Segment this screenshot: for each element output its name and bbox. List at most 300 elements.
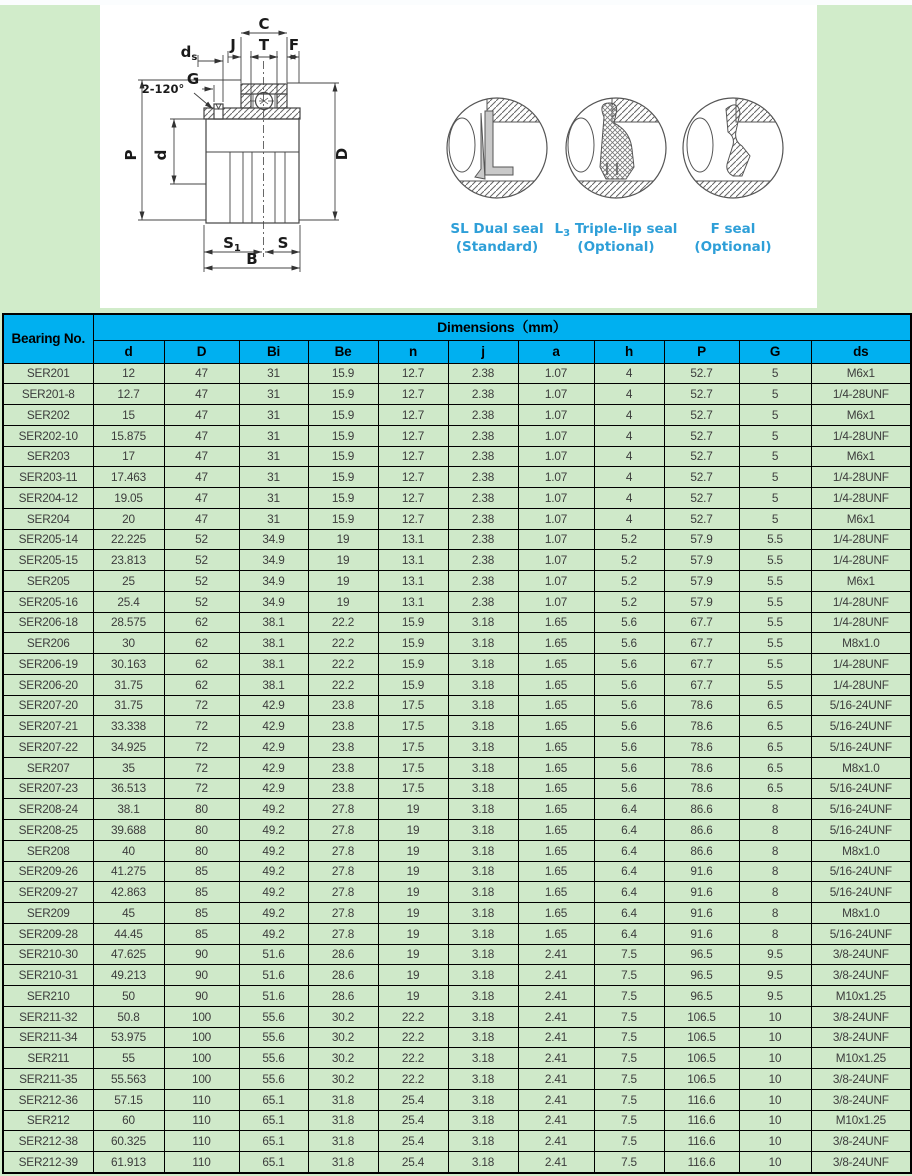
dimension-cell: 2.38 — [448, 550, 518, 571]
table-row — [3, 612, 911, 633]
dimension-cell: 34.925 — [93, 737, 164, 758]
inner-ring-left — [241, 94, 251, 108]
dimension-cell: 5.5 — [739, 633, 811, 654]
dimension-cell: 3/8-24UNF — [811, 1089, 911, 1110]
bearing-no-cell: SER212-39 — [3, 1152, 93, 1174]
dimension-cell: 17 — [93, 446, 164, 467]
dimension-cell: 19 — [378, 799, 448, 820]
dimension-cell: 44.45 — [93, 923, 164, 944]
dimension-cell: 1.07 — [518, 529, 594, 550]
bearing-no-cell: SER204 — [3, 508, 93, 529]
dimension-cell: 38.1 — [239, 612, 308, 633]
bearing-no-cell: SER206-19 — [3, 654, 93, 675]
bearing-no-cell: SER211 — [3, 1048, 93, 1069]
dimension-cell: 31 — [239, 425, 308, 446]
seal-detail-f — [678, 96, 794, 203]
dimension-cell: 7.5 — [594, 965, 664, 986]
table-row — [3, 654, 911, 675]
dimension-cell: 30.163 — [93, 654, 164, 675]
bearing-no-cell: SER201-8 — [3, 384, 93, 405]
dimension-cell: 17.5 — [378, 716, 448, 737]
dimension-cell: 5.5 — [739, 571, 811, 592]
dimension-cell: 15.9 — [308, 446, 378, 467]
dimension-cell: 5 — [739, 488, 811, 509]
dimension-cell: 19 — [308, 571, 378, 592]
dimension-cell: 22.2 — [308, 674, 378, 695]
dimension-cell: 3.18 — [448, 654, 518, 675]
dimension-cell: 2.41 — [518, 1089, 594, 1110]
dimension-cell: 100 — [164, 1048, 239, 1069]
dimension-cell: 8 — [739, 923, 811, 944]
dimension-cell: 49.2 — [239, 799, 308, 820]
dimension-cell: 47 — [164, 363, 239, 384]
dimension-cell: 5.5 — [739, 674, 811, 695]
table-row — [3, 944, 911, 965]
dimension-cell: 116.6 — [664, 1152, 739, 1174]
dimension-cell: 1/4-28UNF — [811, 488, 911, 509]
dimension-cell: 5.6 — [594, 757, 664, 778]
dimension-cell: 31 — [239, 446, 308, 467]
dimension-cell: 110 — [164, 1110, 239, 1131]
dimension-cell: 110 — [164, 1089, 239, 1110]
seal-detail-l3 — [561, 96, 673, 203]
table-row — [3, 1089, 911, 1110]
dimension-cell: 42.9 — [239, 695, 308, 716]
dimension-cell: 65.1 — [239, 1110, 308, 1131]
dimension-cell: M6x1 — [811, 363, 911, 384]
dimension-cell: 5 — [739, 446, 811, 467]
dimension-cell: 72 — [164, 695, 239, 716]
dimension-cell: 23.8 — [308, 695, 378, 716]
dimension-cell: 28.6 — [308, 965, 378, 986]
seal-caption-sl-line2: (Standard) — [455, 239, 539, 255]
dimension-cell: 6.4 — [594, 903, 664, 924]
dimension-cell: 1.07 — [518, 508, 594, 529]
dimension-cell: 2.41 — [518, 1131, 594, 1152]
dimension-cell: 22.2 — [308, 633, 378, 654]
dimension-cell: 12 — [93, 363, 164, 384]
dimension-cell: 5.5 — [739, 529, 811, 550]
dimension-cell: 12.7 — [378, 488, 448, 509]
dimension-cell: 51.6 — [239, 986, 308, 1007]
dimension-cell: 15.9 — [378, 674, 448, 695]
dimension-cell: 9.5 — [739, 965, 811, 986]
dimension-cell: 3.18 — [448, 757, 518, 778]
bearing-no-cell: SER207-20 — [3, 695, 93, 716]
dimension-cell: 52.7 — [664, 363, 739, 384]
dimension-cell: 57.9 — [664, 529, 739, 550]
dimension-cell: 7.5 — [594, 1110, 664, 1131]
dimension-cell: 27.8 — [308, 820, 378, 841]
column-header: h — [594, 340, 664, 363]
dimension-cell: 35 — [93, 757, 164, 778]
dimension-cell: 49.2 — [239, 820, 308, 841]
dimension-cell: 19 — [378, 923, 448, 944]
dimension-cell: 5.2 — [594, 571, 664, 592]
dimension-cell: 100 — [164, 1006, 239, 1027]
label-b: B — [246, 250, 258, 268]
bearing-no-cell: SER211-35 — [3, 1069, 93, 1090]
dimension-cell: 1.65 — [518, 799, 594, 820]
dimensions-table — [2, 313, 912, 1174]
dimension-cell: 62 — [164, 674, 239, 695]
dimension-cell: 1.07 — [518, 425, 594, 446]
dimension-cell: 5 — [739, 467, 811, 488]
dimension-cell: 34.9 — [239, 550, 308, 571]
dimension-cell: 65.1 — [239, 1131, 308, 1152]
bearing-no-cell: SER212-38 — [3, 1131, 93, 1152]
dimension-cell: 25.4 — [378, 1152, 448, 1174]
dimension-cell: 12.7 — [378, 425, 448, 446]
dimension-cell: 4 — [594, 425, 664, 446]
dimension-cell: 78.6 — [664, 716, 739, 737]
dimension-cell: 3.18 — [448, 737, 518, 758]
dimension-cell: 3.18 — [448, 1006, 518, 1027]
seal-caption-l3-line1: $L_3$ Triple-lip seal — [554, 221, 678, 239]
dimension-cell: 5/16-24UNF — [811, 861, 911, 882]
dimension-cell: 2.41 — [518, 1048, 594, 1069]
dimension-cell: 2.38 — [448, 425, 518, 446]
dimension-cell: 8 — [739, 882, 811, 903]
dimension-cell: 96.5 — [664, 986, 739, 1007]
dimension-cell: 8 — [739, 861, 811, 882]
dimension-cell: 6.5 — [739, 737, 811, 758]
dimension-cell: 2.38 — [448, 488, 518, 509]
column-header: Be — [308, 340, 378, 363]
dimension-cell: 22.2 — [308, 612, 378, 633]
dimension-cell: 80 — [164, 799, 239, 820]
dimension-cell: 85 — [164, 903, 239, 924]
dimension-cell: 1.65 — [518, 654, 594, 675]
dimension-cell: 5.5 — [739, 550, 811, 571]
dimension-cell: 30 — [93, 633, 164, 654]
dimension-cell: 1.65 — [518, 695, 594, 716]
dimension-cell: 55 — [93, 1048, 164, 1069]
dimension-cell: 23.8 — [308, 716, 378, 737]
dimension-cell: 3.18 — [448, 965, 518, 986]
dimension-cell: 13.1 — [378, 591, 448, 612]
dimension-cell: 13.1 — [378, 529, 448, 550]
dimension-cell: M10x1.25 — [811, 1110, 911, 1131]
label-p: P — [122, 149, 140, 161]
dimension-cell: 72 — [164, 716, 239, 737]
dimension-cell: 52.7 — [664, 488, 739, 509]
bearing-no-cell: SER205-16 — [3, 591, 93, 612]
column-header: j — [448, 340, 518, 363]
dimension-cell: 2.38 — [448, 571, 518, 592]
dimension-cell: 2.38 — [448, 405, 518, 426]
dimension-cell: M6x1 — [811, 571, 911, 592]
dimension-cell: 85 — [164, 923, 239, 944]
dimension-cell: 50 — [93, 986, 164, 1007]
dimension-cell: 4 — [594, 384, 664, 405]
bearing-no-cell: SER207 — [3, 757, 93, 778]
bearing-no-cell: SER206 — [3, 633, 93, 654]
dimension-cell: 52 — [164, 550, 239, 571]
table-row — [3, 674, 911, 695]
group-header-dimensions: Dimensions（mm） — [93, 314, 911, 340]
dimension-cell: 13.1 — [378, 571, 448, 592]
dimension-cell: 31 — [239, 467, 308, 488]
dimension-cell: 15.9 — [378, 612, 448, 633]
dimension-cell: 52 — [164, 571, 239, 592]
dimension-cell: 78.6 — [664, 778, 739, 799]
dimension-cell: 61.913 — [93, 1152, 164, 1174]
bearing-no-cell: SER207-22 — [3, 737, 93, 758]
corner-header-bearing-no: Bearing No. — [3, 314, 93, 363]
dimension-cell: 3.18 — [448, 1048, 518, 1069]
dimension-cell: 10 — [739, 1006, 811, 1027]
dimension-cell: 1.07 — [518, 488, 594, 509]
dimension-cell: 116.6 — [664, 1131, 739, 1152]
dimension-cell: 15 — [93, 405, 164, 426]
dimension-cell: 9.5 — [739, 944, 811, 965]
dimension-cell: 20 — [93, 508, 164, 529]
dimension-cell: 42.9 — [239, 757, 308, 778]
dimension-cell: 5/16-24UNF — [811, 716, 911, 737]
bearing-no-cell: SER202 — [3, 405, 93, 426]
dimension-cell: 1/4-28UNF — [811, 425, 911, 446]
dimension-cell: 19 — [378, 944, 448, 965]
dimension-cell: 2.41 — [518, 986, 594, 1007]
label-screw-angle: 2-120° — [141, 82, 185, 96]
dimension-cell: 57.9 — [664, 591, 739, 612]
inner-ring-right — [277, 94, 287, 108]
dimension-cell: 6.4 — [594, 840, 664, 861]
dimension-cell: 57.9 — [664, 571, 739, 592]
dimension-cell: 5/16-24UNF — [811, 737, 911, 758]
bearing-no-cell: SER206-18 — [3, 612, 93, 633]
dimension-cell: 57.9 — [664, 550, 739, 571]
dimension-cell: 7.5 — [594, 944, 664, 965]
dimension-cell: 15.9 — [308, 363, 378, 384]
dimension-cell: 25.4 — [378, 1131, 448, 1152]
dimension-cell: 5/16-24UNF — [811, 882, 911, 903]
dimension-cell: 80 — [164, 840, 239, 861]
dimension-cell: 5/16-24UNF — [811, 820, 911, 841]
dimension-cell: 47 — [164, 384, 239, 405]
dimension-cell: 3/8-24UNF — [811, 965, 911, 986]
bearing-no-cell: SER203 — [3, 446, 93, 467]
dimension-cell: 34.9 — [239, 591, 308, 612]
dimension-cell: 50.8 — [93, 1006, 164, 1027]
dimension-cell: 1/4-28UNF — [811, 384, 911, 405]
column-header: D — [164, 340, 239, 363]
dimension-cell: 91.6 — [664, 861, 739, 882]
bearing-no-cell: SER205-15 — [3, 550, 93, 571]
dimension-cell: 85 — [164, 882, 239, 903]
dimension-cell: 1.65 — [518, 716, 594, 737]
dimension-cell: 1.07 — [518, 363, 594, 384]
dimension-cell: 30.2 — [308, 1048, 378, 1069]
dimension-cell: 49.213 — [93, 965, 164, 986]
table-body — [3, 363, 911, 1173]
table-row — [3, 1069, 911, 1090]
dimension-cell: 19 — [378, 840, 448, 861]
dimension-cell: 5.6 — [594, 674, 664, 695]
dimension-cell: 3.18 — [448, 840, 518, 861]
table-row — [3, 1006, 911, 1027]
dimension-cell: 5.2 — [594, 591, 664, 612]
dimension-cell: M6x1 — [811, 446, 911, 467]
dimension-cell: 5.6 — [594, 778, 664, 799]
dimension-cell: 31 — [239, 508, 308, 529]
dimension-cell: 5 — [739, 363, 811, 384]
bearing-no-cell: SER209-26 — [3, 861, 93, 882]
dimension-cell: 10 — [739, 1152, 811, 1174]
dimension-cell: 3.18 — [448, 633, 518, 654]
dimension-cell: 12.7 — [378, 405, 448, 426]
dimension-cell: 47.625 — [93, 944, 164, 965]
label-f: F — [288, 36, 300, 54]
table-row — [3, 550, 911, 571]
dimension-cell: 17.5 — [378, 778, 448, 799]
dimension-cell: 3/8-24UNF — [811, 1006, 911, 1027]
dimension-cell: 22.2 — [378, 1006, 448, 1027]
dimension-cell: 10 — [739, 1027, 811, 1048]
dimension-cell: 3.18 — [448, 861, 518, 882]
dimension-cell: 30.2 — [308, 1027, 378, 1048]
dimension-cell: 8 — [739, 903, 811, 924]
dimension-cell: 49.2 — [239, 923, 308, 944]
dimension-cell: 2.41 — [518, 1006, 594, 1027]
bearing-no-cell: SER207-21 — [3, 716, 93, 737]
dimension-cell: 23.813 — [93, 550, 164, 571]
dimension-cell: 3.18 — [448, 716, 518, 737]
dimension-cell: 49.2 — [239, 903, 308, 924]
dimension-cell: 53.975 — [93, 1027, 164, 1048]
dimension-cell: 22.2 — [378, 1069, 448, 1090]
label-s: S — [277, 234, 289, 252]
dimension-cell: 1/4-28UNF — [811, 654, 911, 675]
dimension-cell: 86.6 — [664, 799, 739, 820]
dimension-cell: 22.225 — [93, 529, 164, 550]
dimension-cell: 4 — [594, 488, 664, 509]
dimension-cell: 22.2 — [308, 654, 378, 675]
dimension-cell: 116.6 — [664, 1089, 739, 1110]
dimension-cell: 2.38 — [448, 591, 518, 612]
dimension-cell: 31 — [239, 384, 308, 405]
dimension-cell: 55.6 — [239, 1027, 308, 1048]
dimension-cell: 27.8 — [308, 799, 378, 820]
dimension-cell: 5.5 — [739, 654, 811, 675]
dimension-cell: 60 — [93, 1110, 164, 1131]
dimension-cell: 78.6 — [664, 695, 739, 716]
label-g: G — [186, 70, 200, 88]
bearing-technical-drawing — [100, 5, 817, 308]
table-row — [3, 488, 911, 509]
dimension-cell: 10 — [739, 1131, 811, 1152]
dimension-cell: 27.8 — [308, 903, 378, 924]
table-row — [3, 716, 911, 737]
bearing-no-cell: SER210-30 — [3, 944, 93, 965]
dimension-cell: 62 — [164, 612, 239, 633]
dimension-cell: 3.18 — [448, 882, 518, 903]
dimension-cell: 72 — [164, 778, 239, 799]
column-header: ds — [811, 340, 911, 363]
dimension-cell: 7.5 — [594, 986, 664, 1007]
set-screw — [214, 104, 223, 119]
dimension-cell: 96.5 — [664, 944, 739, 965]
dimension-cell: 31.8 — [308, 1110, 378, 1131]
dimension-cell: 1.65 — [518, 778, 594, 799]
dimension-cell: 3.18 — [448, 944, 518, 965]
seal-captions — [450, 221, 771, 255]
bearing-no-cell: SER201 — [3, 363, 93, 384]
table-row — [3, 840, 911, 861]
dimension-cell: 4 — [594, 446, 664, 467]
dimension-cell: 7.5 — [594, 1131, 664, 1152]
dimension-cell: 47 — [164, 446, 239, 467]
dimension-cell: 1/4-28UNF — [811, 529, 911, 550]
dimension-cell: 34.9 — [239, 529, 308, 550]
dimension-cell: 8 — [739, 799, 811, 820]
label-c: C — [258, 15, 270, 33]
dimension-cell: 45 — [93, 903, 164, 924]
dimension-cell: 67.7 — [664, 633, 739, 654]
seal-caption-f-line2: (Optional) — [694, 239, 772, 255]
dimension-cell: 3.18 — [448, 1152, 518, 1174]
dimension-cell: 80 — [164, 820, 239, 841]
dimension-cell: 19.05 — [93, 488, 164, 509]
dimension-cell: 4 — [594, 508, 664, 529]
dimension-cell: 36.513 — [93, 778, 164, 799]
dimension-cell: 55.563 — [93, 1069, 164, 1090]
dimension-cell: 4 — [594, 405, 664, 426]
table-row — [3, 757, 911, 778]
dimension-cell: 72 — [164, 757, 239, 778]
dimension-cell: 86.6 — [664, 820, 739, 841]
column-header: Bi — [239, 340, 308, 363]
dimension-cell: 78.6 — [664, 757, 739, 778]
table-row — [3, 446, 911, 467]
bearing-no-cell: SER211-32 — [3, 1006, 93, 1027]
bearing-no-cell: SER209 — [3, 903, 93, 924]
dimension-cell: 7.5 — [594, 1152, 664, 1174]
dimension-cell: 110 — [164, 1131, 239, 1152]
dimension-cell: 5.6 — [594, 737, 664, 758]
dimension-cell: 52 — [164, 591, 239, 612]
bearing-no-cell: SER208-25 — [3, 820, 93, 841]
dimension-cell: M8x1.0 — [811, 903, 911, 924]
dimension-cell: 1.07 — [518, 571, 594, 592]
dimension-cell: 15.9 — [378, 654, 448, 675]
dimension-cell: 30.2 — [308, 1006, 378, 1027]
table-row — [3, 1110, 911, 1131]
bearing-no-cell: SER205-14 — [3, 529, 93, 550]
bearing-no-cell: SER202-10 — [3, 425, 93, 446]
table-row — [3, 571, 911, 592]
dimension-cell: 41.275 — [93, 861, 164, 882]
label-s1: $S_1$ — [223, 234, 241, 254]
label-dd: D — [333, 147, 351, 161]
dimension-cell: 78.6 — [664, 737, 739, 758]
bearing-no-cell: SER210 — [3, 986, 93, 1007]
dimension-cell: 52.7 — [664, 425, 739, 446]
table-row — [3, 778, 911, 799]
dimension-cell: 91.6 — [664, 882, 739, 903]
dimension-cell: 17.5 — [378, 695, 448, 716]
dimension-cell: 15.9 — [308, 467, 378, 488]
dimension-cell: 1/4-28UNF — [811, 591, 911, 612]
dimension-cell: 3.18 — [448, 799, 518, 820]
dimension-cell: 3.18 — [448, 778, 518, 799]
dimension-cell: 31 — [239, 405, 308, 426]
dimension-cell: 27.8 — [308, 861, 378, 882]
dimension-cell: 5.2 — [594, 529, 664, 550]
dimension-cell: 1/4-28UNF — [811, 612, 911, 633]
dimension-cell: 1.07 — [518, 384, 594, 405]
